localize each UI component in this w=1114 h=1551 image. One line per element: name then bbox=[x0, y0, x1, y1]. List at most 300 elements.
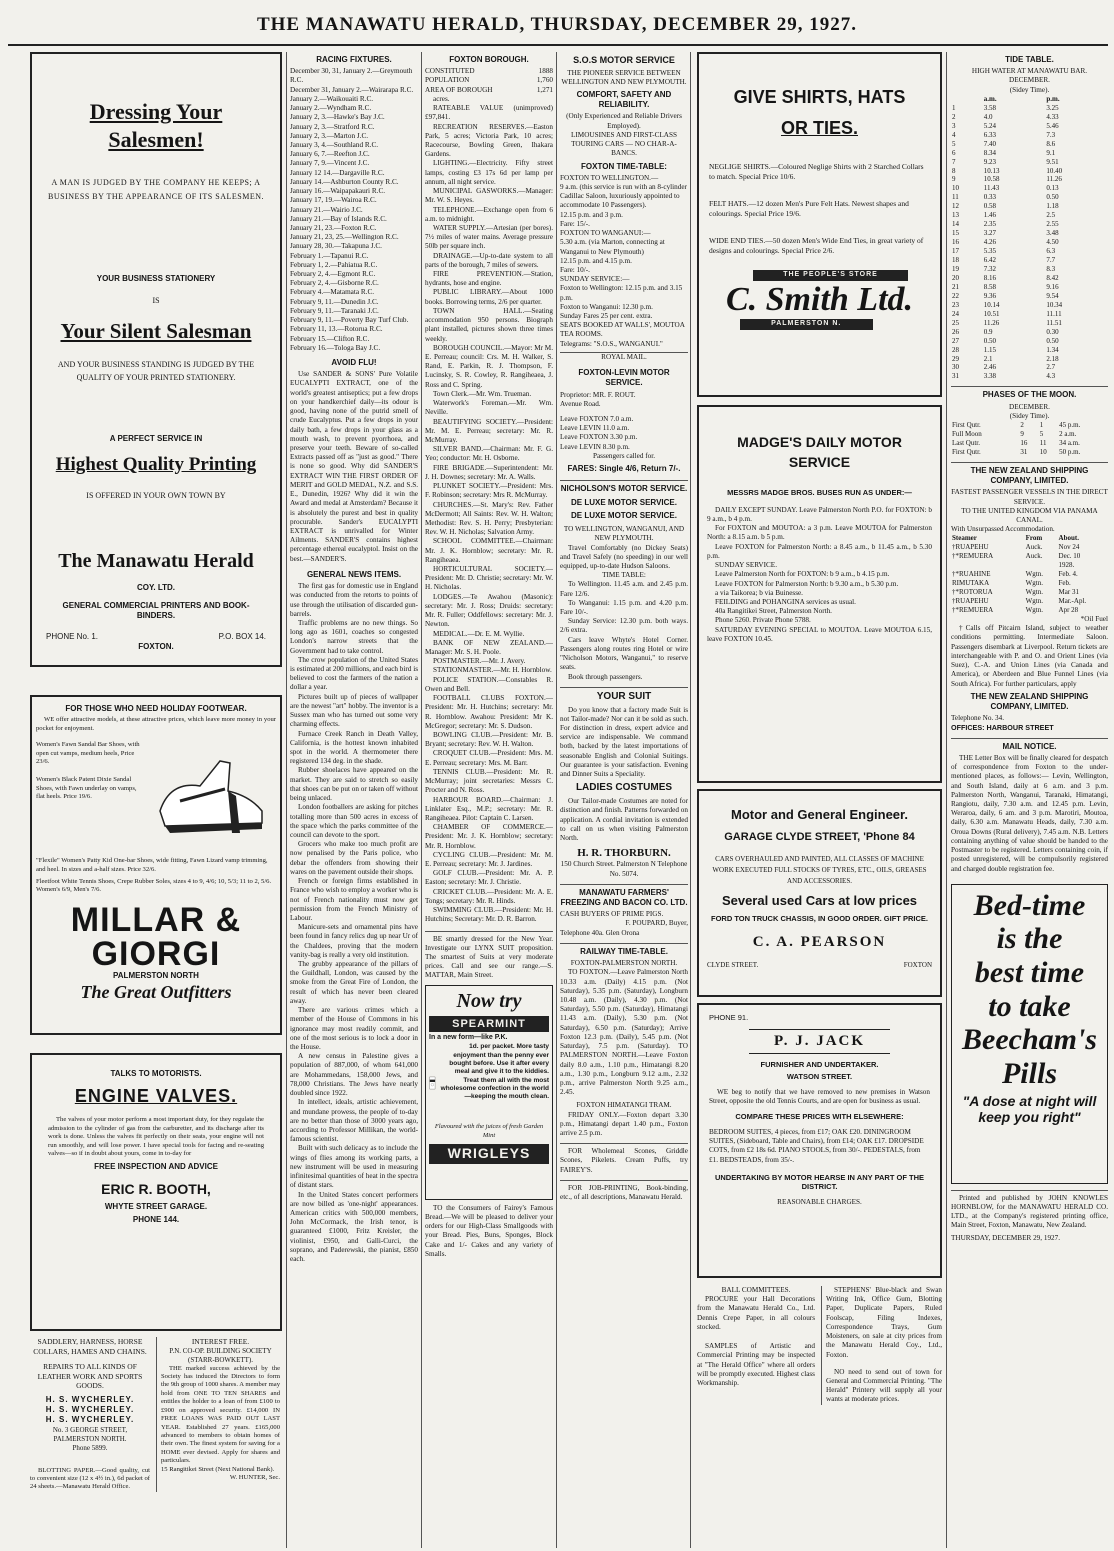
palmerston-ribbon: PALMERSTON N. bbox=[740, 319, 873, 330]
news-paragraph: Built with such delicacy as to include the wings of flies among its working parts, a new instrument will be used in measuring infinitesimal quantities of heat in the spectra of distant stars. bbox=[290, 1144, 418, 1190]
table-cell: 11.26 bbox=[1046, 175, 1062, 184]
table-cell: Full Moon bbox=[952, 430, 982, 439]
farmers-title: MANAWATU FARMERS' FREEZING AND BACON CO. LTD. bbox=[560, 884, 688, 908]
table-cell: 16 bbox=[952, 238, 959, 247]
footwear-item: Fleetfoot White Tennis Shoes, Crepe Rubber Soles, sizes 4 to 9, 4/6; 10, 5/3; 11 to 2, 5/6. Women's 6/9, Men's 7/6. bbox=[36, 877, 272, 894]
table-cell: 2 bbox=[952, 112, 956, 121]
table-cell: 8.6 bbox=[1046, 139, 1056, 148]
table-cell: †RUAPEHU bbox=[952, 597, 989, 606]
table-row bbox=[951, 543, 1108, 552]
madge-line: For FOXTON and MOUTOA: a 3 p.m. Leave MOUTOA for Palmerston North: a 8.15 a.m. b 5 p.m. bbox=[707, 524, 932, 542]
flu-body: Use SANDER & SONS' Pure Volatile EUCALYPTI EXTRACT, one of the world's greatest antiseptics; put a few drops on your handkerchief daily—its odour is good, having none of the putrid smell of crude Eucalyptus. Put a few drops in your daily bath, a few drops in your glass as a mouth wash, to prevent pyorrhoea, and preserve your teeth. Beware of so-called Extracts passed off as "just as good." There is none so good. Why did SANDER'S EXTRACT WIN THE FIRST ORDER OF MERIT and GOLD MEDAL, N.Z. and S.S. E., Dunedin, 1926? Why did it win the Award and medal at Amsterdam? Because it is absolutely the purest and best in quality procurable. Sander's EUCALYPTI EXTRACT is unrivalled for Winter Ailments. SANDER'S contains highest percentage ethereal eucalyptol. Insist on the best.—SANDER'S. bbox=[290, 370, 418, 563]
table-cell: 12 bbox=[952, 202, 959, 211]
sos-line: 12.15 p.m. and 4.15 p.m. bbox=[560, 256, 632, 265]
footwear-item: Women's Fawn Sandal Bar Shoes, with open cut vamps, medium heels, Price 23/6. bbox=[36, 741, 140, 765]
royal-mail: ROYAL MAIL. bbox=[560, 352, 688, 362]
table-cell: 0.30 bbox=[1046, 327, 1059, 336]
table-row bbox=[951, 220, 1108, 229]
shipping-telephone: Telephone No. 34. bbox=[951, 714, 1004, 723]
levin-times bbox=[560, 415, 688, 452]
table-cell: 10.51 bbox=[983, 309, 1000, 318]
sos-line: 5.30 a.m. (via Marton, connecting at Wanganui to New Plymouth) bbox=[560, 238, 665, 256]
racing-item: January 2.—Wyndham R.C. bbox=[290, 104, 372, 113]
table-cell: 6.3 bbox=[1046, 247, 1056, 256]
table-row bbox=[951, 247, 1108, 256]
sos-title: S.O.S MOTOR SERVICE bbox=[573, 55, 675, 65]
beecham-line: Bed-time bbox=[973, 888, 1086, 922]
news-paragraph: Manicure-sets and ornamental pins have been found in fancy relics dug up near Ur of the Chaldees, proving that the modern vanity-bag is really a very old institution. bbox=[290, 923, 418, 959]
table-cell: 10.14 bbox=[983, 300, 1000, 309]
spearmint-ad bbox=[425, 985, 553, 1200]
company-town: FOXTON. bbox=[138, 641, 174, 651]
table-row bbox=[951, 158, 1108, 167]
table-cell: 8.58 bbox=[983, 282, 996, 291]
borough-entry: BEAUTIFYING SOCIETY.—President: Mr. M. E. Perreau; secretary: Mr. R. McMurray. bbox=[425, 417, 553, 444]
spearmint-logo: SPEARMINT bbox=[429, 1016, 549, 1032]
table-row bbox=[951, 570, 1108, 579]
table-header: About. bbox=[1058, 534, 1079, 543]
levin-proprietor: Proprietor: MR. F. ROUT. bbox=[560, 390, 636, 399]
table-row bbox=[951, 184, 1108, 193]
shipping-accommodation: With Unsurpassed Accommodation. bbox=[951, 525, 1055, 534]
nicholson-deluxe: DE LUXE MOTOR SERVICE. bbox=[571, 497, 677, 507]
sos-line: 12.15 p.m. and 3 p.m. bbox=[560, 210, 623, 219]
lynx-ad: BE smartly dressed for the New Year. Investigate our LYNX SUIT proposition. The smartest of Suits at very moderate prices. Call and see our range.—S. MATTAR, Main Street. bbox=[425, 931, 553, 981]
table-cell: 1.18 bbox=[1046, 202, 1059, 211]
borough-entry: BOROUGH COUNCIL.—Mayor: Mr M. E. Perreau; council: Crs. M. H. Walker, S. Rand, E. Parkin, R. J. Thompson, F. Lucinsky, S. R. Cowley, R. Rangiheaea, J. Ross and C. Spring. bbox=[425, 343, 553, 389]
table-cell: 21 bbox=[952, 282, 959, 291]
table-row bbox=[951, 175, 1108, 184]
borough-stat-value: 1,271 bbox=[536, 85, 553, 94]
table-cell: 7.40 bbox=[983, 139, 996, 148]
column-divider bbox=[946, 52, 947, 1548]
borough-stat-value: 1,760 bbox=[536, 76, 553, 85]
table-cell: 11.26 bbox=[983, 318, 1000, 327]
news-paragraph: The first gas for domestic use in England was conducted from the retorts to points of use through the utilisation of discarded gun-barrels. bbox=[290, 582, 418, 618]
borough-title: FOXTON BOROUGH. bbox=[449, 55, 529, 64]
silent-salesman: Your Silent Salesman bbox=[60, 318, 252, 343]
borough-stat-label: AREA OF BOROUGH bbox=[425, 85, 493, 94]
table-cell: 0.50 bbox=[1046, 336, 1059, 345]
racing-item: February 2, 4.—Egmont R.C. bbox=[290, 270, 376, 279]
table-cell: 11 bbox=[1039, 438, 1047, 447]
table-cell: 5.24 bbox=[983, 121, 996, 130]
racing-item: February 16.—Tologa Bay J.C. bbox=[290, 343, 381, 352]
borough-entry: TELEPHONE.—Exchange open from 6 a.m. to midnight. bbox=[425, 205, 553, 223]
motor-ad bbox=[697, 789, 942, 997]
tide-sub: HIGH WATER AT MANAWATU BAR. bbox=[971, 67, 1088, 76]
neglige-shirts: NEGLIGE SHIRTS.—Coloured Neglige Shirts with 2 Starched Collars to match. Special Price 10/6. bbox=[709, 162, 924, 181]
borough-entry: MEDICAL.—Dr. E. M. Wyllie. bbox=[433, 629, 525, 638]
table-cell: 1.34 bbox=[1046, 345, 1059, 354]
table-cell: 10 bbox=[1039, 447, 1047, 456]
table-cell: 8.42 bbox=[1046, 273, 1059, 282]
beecham-line: Beecham's bbox=[962, 1023, 1097, 1057]
table-header: From bbox=[1025, 534, 1043, 543]
madge-line: SATURDAY EVENING SPECIAL to MOUTOA. Leave MOUTOA 6.15, leave FOXTON 10.45. bbox=[707, 625, 932, 643]
table-cell: 13 bbox=[952, 211, 959, 220]
tide-title: TIDE TABLE. bbox=[1005, 55, 1054, 64]
sos-timetable: FOXTON TIME-TABLE: bbox=[581, 161, 667, 171]
now-try: Now try bbox=[456, 989, 522, 1012]
dressing-title: Dressing Your Salesmen! bbox=[89, 99, 223, 153]
thorburn-name: H. R. THORBURN. bbox=[577, 847, 671, 860]
table-cell bbox=[1025, 561, 1058, 570]
sos-pioneer: THE PIONEER SERVICE BETWEEN WELLINGTON AND NEW PLYMOUTH. bbox=[561, 68, 687, 86]
wycherley-name: H. S. WYCHERLEY. bbox=[45, 1394, 135, 1404]
levin-time: Leave FOXTON 3.30 p.m. bbox=[560, 433, 638, 442]
table-row bbox=[951, 561, 1108, 570]
table-cell: Wgtn. bbox=[1025, 606, 1043, 615]
jack-hearse: UNDERTAKING BY MOTOR HEARSE IN ANY PART OF THE DISTRICT. bbox=[714, 1172, 925, 1192]
shipping-table bbox=[951, 534, 1108, 615]
madge-line: Phone 5260. Private Phone 5788. bbox=[715, 616, 811, 625]
csmith-logo: C. Smith Ltd. bbox=[725, 280, 914, 318]
table-cell: 20 bbox=[952, 273, 959, 282]
nicholson-routes: TO WELLINGTON, WANGANUI, AND NEW PLYMOUTH. bbox=[563, 525, 685, 543]
table-cell: Wgtn. bbox=[1025, 588, 1043, 597]
table-cell: 15 bbox=[952, 229, 959, 238]
table-cell: 24 bbox=[952, 309, 959, 318]
offered-text: IS OFFERED IN YOUR OWN TOWN BY bbox=[86, 490, 226, 500]
table-row bbox=[951, 292, 1108, 301]
ball-title: BALL COMMITTEES. bbox=[721, 1286, 791, 1294]
wycherley-phone: Phone 5899. bbox=[72, 1443, 108, 1452]
table-cell: †*REMUERA bbox=[952, 552, 994, 561]
levin-fares: FARES: Single 4/6, Return 7/-. bbox=[567, 464, 681, 474]
table-cell: 7.32 bbox=[983, 265, 996, 273]
racing-item: January 21.—Wairio J.C. bbox=[290, 205, 363, 214]
table-row bbox=[951, 131, 1108, 140]
jack-compare: COMPARE THESE PRICES WITH ELSEWHERE: bbox=[735, 1112, 904, 1122]
racing-item: January 28, 30.—Takapuna J.C. bbox=[290, 242, 382, 251]
news-paragraph: In intellect, ideals, artistic achievement, and mundane prowess, the people of to-day are no better than those of 3000 years ago, according to Professor Millikan, the world-famous scientist. bbox=[290, 1098, 418, 1144]
table-cell: 3.58 bbox=[983, 103, 996, 112]
table-row bbox=[951, 167, 1108, 176]
racing-item: January 2, 3.—Stratford R.C. bbox=[290, 122, 375, 131]
interest-body: THE marked success achieved by the Society has induced the Directors to form the 9th group of 1000 shares. A member may hold from ONE TO TEN SHARES and entitles the holder to a loan of from £100 to £900 on approved security. £14,000 IN FREE LOANS WAS PAID OUT LAST YEAR. Established 27 years. £165,000 advanced to members to obtain homes of their own. The finest system for saving for a HOME ever devised. Apply for shares and particulars. bbox=[161, 1364, 280, 1465]
jack-street: WATSON STREET. bbox=[786, 1072, 853, 1082]
jack-name: P. J. JACK bbox=[749, 1029, 890, 1054]
racing-item: January 7, 9.—Vincent J.C. bbox=[290, 159, 370, 168]
table-cell: 9.51 bbox=[1046, 157, 1059, 166]
borough-stat-value: 1888 bbox=[538, 67, 553, 76]
table-cell: 2.55 bbox=[1046, 220, 1059, 229]
table-cell: 0.13 bbox=[1046, 184, 1059, 193]
borough-entry: FIRE BRIGADE.—Superintendent: Mr. J. H. Downes; secretary: Mr. A. Walls. bbox=[425, 463, 553, 481]
racing-item: January 16.—Waipapakauri R.C. bbox=[290, 187, 386, 196]
borough-entry: BOWLING CLUB.—President: Mr. B. Bryant; secretary: Rev. W. H. Walton. bbox=[425, 730, 553, 749]
borough-entry: MUNICIPAL GASWORKS.—Manager: Mr. W. S. Heyes. bbox=[425, 187, 553, 205]
ladies-costumes: LADIES COSTUMES bbox=[575, 782, 673, 794]
racing-item: February 15.—Clifton R.C. bbox=[290, 334, 370, 343]
borough-entry: acres. bbox=[433, 94, 450, 103]
borough-entry: STATIONMASTER.—Mr. H. Hornblow. bbox=[433, 666, 552, 675]
printers-label: GENERAL COMMERCIAL PRINTERS AND BOOK-BINDERS. bbox=[62, 601, 250, 621]
table-cell: 7.3 bbox=[1046, 130, 1056, 139]
shipping-oil: *Oil Fuel bbox=[1080, 615, 1108, 624]
table-cell: 5.46 bbox=[1046, 121, 1059, 130]
jack-body: WE beg to notify that we have removed to new premises in Watson Street, opposite the old Tennis Courts, and are open for business as usual. bbox=[709, 1087, 930, 1106]
table-cell: 9.54 bbox=[1046, 291, 1059, 300]
column-2 bbox=[290, 52, 418, 1548]
table-header: a.m. bbox=[983, 94, 997, 103]
column-divider bbox=[690, 52, 691, 1548]
racing-item: February 2, 4.—Gisborne R.C. bbox=[290, 279, 379, 288]
booth-phone: PHONE 144. bbox=[132, 1214, 180, 1224]
free-inspection: FREE INSPECTION AND ADVICE bbox=[94, 1162, 218, 1172]
table-cell: 16 bbox=[1020, 438, 1028, 447]
shipping-title: THE NEW ZEALAND SHIPPING COMPANY, LIMITED. bbox=[951, 462, 1108, 486]
table-cell: 1.15 bbox=[983, 345, 996, 354]
table-row bbox=[951, 202, 1108, 211]
madge-title: MADGE'S DAILY MOTOR SERVICE bbox=[737, 434, 902, 470]
table-cell: Feb. 4. bbox=[1058, 570, 1078, 579]
jack-ad bbox=[697, 1003, 942, 1278]
sos-line: Foxton to Wellington: 12.15 p.m. and 3.15 p.m. bbox=[560, 284, 683, 302]
table-cell: 4.33 bbox=[1046, 112, 1059, 121]
nicholson-line: To Wanganui: 1.15 p.m. and 4.20 p.m. Fare 10/-. bbox=[560, 598, 688, 617]
table-cell: 5.35 bbox=[983, 247, 996, 256]
table-row bbox=[951, 430, 1108, 439]
racing-item: February 4.—Matamata R.C. bbox=[290, 288, 375, 297]
news-paragraph: The crow population of the United States is estimated at 200 millions, and each bird is believed to cost the farmers of the nation a dollar a year. bbox=[290, 655, 418, 692]
borough-entry: SILVER BAND.—Chairman: Mr. F. G. Yeo; conductor: Mr. H. Osborne. bbox=[425, 445, 553, 463]
table-cell: Auck. bbox=[1025, 543, 1043, 552]
masthead: THE MANAWATU HERALD, THURSDAY, DECEMBER 29, 1927. bbox=[256, 14, 858, 35]
mail-title: MAIL NOTICE. bbox=[951, 738, 1108, 752]
table-row bbox=[951, 337, 1108, 346]
table-row bbox=[951, 301, 1108, 310]
table-cell: 8.3 bbox=[1046, 265, 1056, 273]
madge-ad bbox=[697, 405, 942, 783]
table-cell: 1 bbox=[1039, 421, 1044, 430]
table-cell: Feb. bbox=[1058, 579, 1071, 588]
pearson-town: FOXTON bbox=[903, 960, 932, 969]
suit-title: YOUR SUIT bbox=[560, 687, 688, 704]
borough-entry: Waterwork's Foreman.—Mr. Wm. Neville. bbox=[425, 399, 553, 417]
beecham-line: to take bbox=[988, 989, 1071, 1023]
madge-line: 40a Rangitikei Street, Palmerston North. bbox=[715, 607, 832, 616]
wrigleys-logo: WRIGLEYS bbox=[429, 1144, 549, 1164]
dressing-intro: A MAN IS JUDGED BY THE COMPANY HE KEEPS; A BUSINESS BY THE APPEARANCE OF ITS SALESMEN. bbox=[48, 178, 264, 201]
racing-item: January 6, 7.—Reefton J.C. bbox=[290, 150, 370, 159]
borough-entry: LIGHTING.—Electricity. Fifty street lamps, costing £3 17s 6d per lamp per annum, all night service. bbox=[425, 159, 553, 186]
millar-city: PALMERSTON NORTH bbox=[113, 970, 199, 980]
racing-item: February 1.—Tapanui R.C. bbox=[290, 251, 369, 260]
shipping-notes: †Calls off Pitcairn Island, subject to weather conditions permitting. Intermediate Saloon. Passengers disembark at Liverpool. Return tickets are interchangeable with P. and O. and Orient Lines (via Suez), C.-A. and Union Lines (via Canada and America), or Aberdeen and Blue Funnel Lines (via South Africa). For further particulars, apply bbox=[951, 624, 1108, 688]
sos-line: SEATS BOOKED AT WALLS', MOUTOA TEA ROOMS. bbox=[560, 321, 685, 339]
table-cell: 45 p.m. bbox=[1059, 421, 1081, 430]
table-cell: 9.23 bbox=[983, 157, 996, 166]
column-4 bbox=[560, 52, 688, 1548]
table-cell: 0.33 bbox=[983, 193, 996, 202]
table-cell: 28 bbox=[952, 345, 959, 354]
table-cell: 17 bbox=[952, 247, 959, 256]
racing-item: January 21.—Bay of Islands R.C. bbox=[290, 214, 387, 223]
footwear-title: FOR THOSE WHO NEED HOLIDAY FOOTWEAR. bbox=[65, 704, 247, 713]
racing-item: January 2.—Waikouaiti R.C. bbox=[290, 94, 374, 103]
table-row bbox=[951, 256, 1108, 265]
table-cell: 31 bbox=[952, 372, 959, 381]
column-divider bbox=[421, 52, 422, 1548]
table-cell: 2.35 bbox=[983, 220, 996, 229]
table-cell: Dec. 10 bbox=[1058, 552, 1081, 561]
nicholson-line: Cars leave Whyte's Hotel Corner. Passengers along routes ring Hotel or wire "Nicholson Motors, Wanganui," to reserve seats. bbox=[560, 635, 688, 672]
borough-entry: TENNIS CLUB.—President: Mr. R. McMurray; joint secretaries: Messrs C. Procter and N. Ross. bbox=[425, 767, 553, 795]
table-cell: 23 bbox=[952, 300, 959, 309]
stationery-label: YOUR BUSINESS STATIONERY bbox=[96, 273, 216, 283]
table-row bbox=[951, 229, 1108, 238]
table-row bbox=[951, 104, 1108, 113]
sos-limousines: LIMOUSINES AND FIRST-CLASS TOURING CARS — NO CHAR-A-BANCS. bbox=[571, 130, 677, 158]
table-cell: 10.13 bbox=[983, 166, 1000, 175]
motorists-title: TALKS TO MOTORISTS. bbox=[110, 1069, 202, 1078]
nicholson-body bbox=[560, 580, 688, 681]
company-pobox: P.O. BOX 14. bbox=[218, 631, 266, 641]
table-cell: Auck. bbox=[1025, 552, 1043, 561]
borough-entry: CYCLING CLUB.—President: Mr. M. E. Perreau; secretary: Mr. J. Jardines. bbox=[425, 850, 553, 869]
table-cell: 8.34 bbox=[983, 148, 996, 157]
madge-line: Leave Palmerston North for FOXTON: b 9 a.m., b 4.15 p.m. bbox=[715, 570, 890, 579]
table-cell: 4.26 bbox=[983, 238, 996, 247]
table-cell: 6 bbox=[952, 148, 956, 157]
sos-line: SUNDAY SERVICE:— bbox=[560, 275, 630, 284]
shoe-illustration bbox=[150, 741, 270, 851]
table-cell: 3.38 bbox=[983, 372, 996, 381]
table-cell: 4.3 bbox=[1046, 372, 1056, 381]
racing-item: January 21, 23, 25.—Wellington R.C. bbox=[290, 233, 399, 242]
footwear-intro: WE offer attractive models, at these attractive prices, which leave more money in your pocket for enjoyment. bbox=[36, 716, 276, 732]
samples-notice: SAMPLES of Artistic and Commercial Printing may be inspected at "The Herald Office" where all orders will be promptly executed. Highest class Workmanship. bbox=[697, 1342, 815, 1387]
table-cell: 3.27 bbox=[983, 229, 996, 238]
table-cell: 22 bbox=[952, 291, 959, 300]
table-row bbox=[951, 363, 1108, 372]
table-cell: 4.0 bbox=[983, 112, 993, 121]
table-cell: Wgtn. bbox=[1025, 597, 1043, 606]
table-cell: 6.33 bbox=[983, 130, 996, 139]
nicholson-line: Sunday Service: 12.30 p.m. both ways. 2/6 extra. bbox=[560, 617, 688, 635]
pearson-name: C. A. PEARSON bbox=[752, 934, 887, 951]
stephens-notice: STEPHENS' Blue-black and Swan Writing Ink, Office Gum, Blotting Paper, Duplicate Papers, Ruled Foolscap, Filing Indexes, Correspondence Trays, Gum Moisteners, on sale at city prices from the Manawatu Herald Coy., Ltd., Foxton. bbox=[826, 1286, 942, 1359]
table-cell: 4 bbox=[952, 130, 956, 139]
table-cell: Apr 28 bbox=[1058, 606, 1079, 615]
nicholson-line: Book through passengers. bbox=[568, 672, 643, 681]
table-cell: 0.9 bbox=[983, 327, 993, 336]
borough-stat-label: POPULATION bbox=[425, 76, 470, 85]
wycherley-address: No. 3 GEORGE STREET, PALMERSTON NORTH. bbox=[52, 1425, 128, 1443]
shirts-ad bbox=[697, 52, 942, 397]
moon-title: PHASES OF THE MOON. bbox=[951, 386, 1108, 400]
shipping-fastest: FASTEST PASSENGER VESSELS IN THE DIRECT SERVICE. bbox=[951, 488, 1108, 506]
table-cell: 31 bbox=[1020, 447, 1028, 456]
table-cell: 0.50 bbox=[1046, 193, 1059, 202]
beecham-line: best time bbox=[974, 955, 1085, 989]
wycherley-name: H. S. WYCHERLEY. bbox=[45, 1415, 135, 1425]
news-paragraph: Rubber shoelaces have appeared on the market. They are said to stretch so easily that shoes can be put on or taken off without being unlaced. bbox=[290, 766, 418, 803]
racing-item: January 12 14.—Dargaville R.C. bbox=[290, 168, 385, 177]
column-divider bbox=[286, 52, 287, 1548]
jack-items: BEDROOM SUITES, 4 pieces, from £17; OAK £20. DININGROOM SUITES, (Sideboard, Table and Chairs), from £14; OAK £17. DROPSIDE COTS, from £2 18s 6d. PIANO STOOLS, from 30/-. PEDESTALS, from £1. BEDSTEADS, from 35/-. bbox=[709, 1128, 924, 1164]
whyte-street: WHYTE STREET GARAGE. bbox=[104, 1201, 208, 1211]
madge-line: a via Taikorea; b via Buinesse. bbox=[715, 588, 803, 597]
table-cell: 3.25 bbox=[1046, 103, 1059, 112]
news-paragraph: London footballers are asking for pitches totalling more than 500 acres in excess of the space which the parks committee of the council can devote to the sport. bbox=[290, 803, 418, 839]
news-paragraph: The grubby appearance of the pillars of the Guildhall, London, was caused by the smoke from the Great Fire of London, the result of which has never been cleared away. bbox=[290, 960, 418, 1005]
table-cell: Last Qutr. bbox=[952, 438, 980, 447]
table-cell: Wgtn. bbox=[1025, 570, 1043, 579]
table-cell: Mar 31 bbox=[1058, 588, 1079, 597]
borough-entry: HARBOUR BOARD.—Chairman: J. Linklater Esq., M.P.; secretary: Mr. R. Rangiheaea. Pilot: Captain C. Larsen. bbox=[425, 795, 553, 822]
table-header bbox=[951, 95, 983, 104]
levin-time: Leave LEVIN 11.0 a.m. bbox=[560, 424, 630, 433]
scones-notice: FOR Wholemeal Scones, Griddle Scones, Pikelets. Cream Puffs, try FAIREY'S. bbox=[560, 1143, 688, 1175]
motor-body: CARS OVERHAULED AND PAINTED, ALL CLASSES OF MACHINE WORK EXECUTED FULL STOCKS OF TYRES, ETC., OILS, GREASES AND ACCESSORIES. bbox=[712, 854, 927, 886]
table-cell: 2.7 bbox=[1046, 363, 1056, 372]
nicholson-title: NICHOLSON'S MOTOR SERVICE. bbox=[560, 480, 688, 494]
borough-stat-label: CONSTITUTED bbox=[425, 67, 475, 76]
racing-item: January 21, 23.—Foxton R.C. bbox=[290, 223, 377, 232]
racing-item: January 2, 3.—Hawke's Bay J.C. bbox=[290, 113, 385, 122]
table-row bbox=[951, 149, 1108, 158]
peoples-store-ribbon: THE PEOPLE'S STORE bbox=[753, 270, 908, 281]
railway-body: TO FOXTON.—Leave Palmerston North 10.33 a.m. (Daily) 4.15 p.m. (Not Saturday), 5.35 p.m. (Saturday), Longburn 10.48 a.m. (Daily), 4.30 p.m. (Not Saturday), 5.50 p.m. (Saturday), Himatangi 11.43 a.m. (Daily), 5.30 p.m. (Not Saturday), 6.50 p.m. (Saturday); Arrive Foxton 12.3 p.m. (Daily), 5.45 p.m. (Not Saturday), 7.5 p.m. (Saturday). TO PALMERSTON NORTH.—Leave Foxton daily 8.0 a.m., 1.10 p.m., Himatangi 8.20 a.m., 1.30 p.m., Longburn 9.12 a.m., 2.32 p.m., arrive Palmerston North 9.25 a.m., 2.45. bbox=[560, 968, 688, 1097]
sos-comfort: COMFORT, SAFETY AND RELIABILITY. bbox=[576, 89, 672, 110]
blotting-notice: BLOTTING PAPER.—Good quality, cut to convenient size (12 x 4½ in.), 6d packet of 24 sheets.—Manawatu Herald Office. bbox=[30, 1466, 150, 1491]
table-row bbox=[951, 448, 1108, 457]
shipping-offices: OFFICES: HARBOUR STREET bbox=[951, 723, 1054, 733]
table-cell: 10.34 bbox=[1046, 300, 1063, 309]
motorists-body: The valves of your motor perform a most important duty, for they regulate the admission to the cylinder of gas from the carburetter, and its discharge after its work is done. Unless the valves fit perfectly on their seats, your engine will not run smoothly, and will lose power. I have special tools for facing and re-seating valves—so if in doubt about yours, come in to-day for bbox=[48, 1116, 264, 1158]
table-cell: 3.48 bbox=[1046, 229, 1059, 238]
borough-entry: POSTMASTER.—Mr. J. Avery. bbox=[433, 657, 526, 666]
table-cell: 6.42 bbox=[983, 256, 996, 265]
borough-entry: POLICE STATION.—Constables R. Owen and Bell. bbox=[425, 675, 553, 693]
table-cell: 9.1 bbox=[1046, 148, 1056, 157]
table-cell: †*REMUERA bbox=[952, 606, 994, 615]
saddlery-line: SADDLERY, HARNESS, HORSE COLLARS, HAMES AND CHAINS. bbox=[33, 1337, 147, 1356]
table-cell: 2.46 bbox=[983, 363, 996, 372]
coy-label: COY. LTD. bbox=[136, 582, 176, 592]
levin-note: Passengers called for. bbox=[592, 451, 656, 460]
news-paragraph: Traffic problems are no new things. So long ago as 1601, coaches so congested London's narrow streets that the Government had to take control. bbox=[290, 618, 418, 655]
table-cell: 9.16 bbox=[1046, 282, 1059, 291]
table-cell: First Qutr. bbox=[952, 421, 981, 430]
table-cell: 3 bbox=[952, 121, 956, 130]
news-paragraph: Furnace Creek Ranch in Death Valley, California, is the hottest known inhabited spot in the world. A thermometer there registered 134 deg. in the shade. bbox=[290, 729, 418, 766]
table-cell: †*ROTORUA bbox=[952, 588, 993, 597]
spearmint-body: 1d. per packet. More tasty enjoyment than the penny ever bought before. Use it after every meal and give it to the kiddies. Treat them all with the most wholesome confection in the world—keeping the mouth clean. bbox=[440, 1043, 549, 1101]
table-cell bbox=[951, 561, 1025, 570]
racing-item: February 9, 11.—Taranaki J.C. bbox=[290, 306, 379, 315]
madge-line: Leave FOXTON for Palmerston North: a 8.45 a.m., b 11.45 a.m., b 5.30 p.m. bbox=[707, 542, 932, 560]
sos-line: Sunday Fares 25 per cent. extra. bbox=[560, 312, 653, 321]
column-3 bbox=[425, 52, 553, 1548]
sos-line: Fare: 15/-. bbox=[560, 219, 590, 228]
gum-packet-illustration bbox=[429, 1043, 436, 1123]
table-cell: 14 bbox=[952, 220, 959, 229]
table-cell: 7 bbox=[952, 157, 956, 166]
levin-address: Avenue Road. bbox=[560, 399, 601, 408]
farmers-phone: Telephone 40a. Glen Orona bbox=[560, 928, 640, 937]
millar-tag: The Great Outfitters bbox=[80, 982, 232, 1003]
table-row bbox=[951, 140, 1108, 149]
borough-entry: PUBLIC LIBRARY.—About 1000 books. Borrowing terms, 2/6 per quarter. bbox=[425, 288, 553, 306]
table-row bbox=[951, 439, 1108, 448]
racing-item: February 1, 2.—Pahiatua R.C. bbox=[290, 260, 378, 269]
table-cell: Nov 24 bbox=[1058, 543, 1080, 552]
used-cars: Several used Cars at low prices bbox=[721, 893, 918, 909]
